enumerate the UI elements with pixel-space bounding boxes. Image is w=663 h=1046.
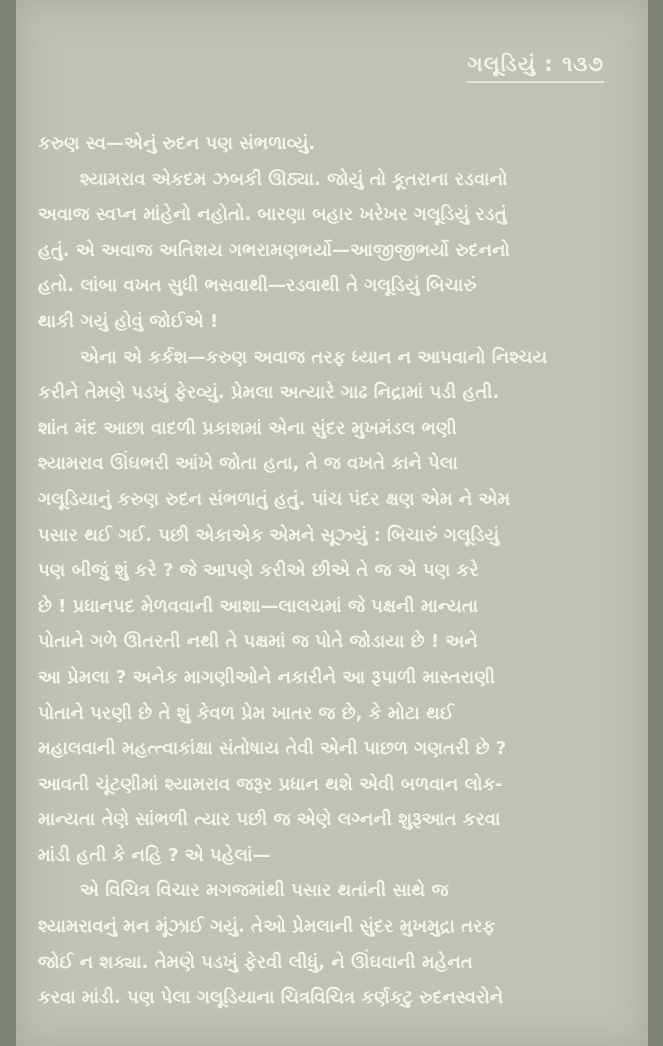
text-line: કરવા માંડી. પણ પેલા ગલૂડિયાના ચિત્રવિચિત્ર કર્ણકટુ રુદનસ્વરોને [38,987,504,1009]
text-line: કરીને તેમણે પડખું ફેરવ્યું. પ્રેમલા અત્યારે ગાઢ નિદ્રામાં પડી હતી. [38,382,500,404]
text-line: કરુણ સ્વ—એનું રુદન પણ સંભળાવ્યું. [38,133,316,154]
text-line: છે ! પ્રધાનપદ મેળવવાની આશા—લાલચમાં જે પક્ષની માન્યતા [38,595,479,617]
text-line: એ વિચિત્ર વિચાર મગજમાંથી પસાર થતાંની સાથે જ [80,880,449,902]
text-line: મહાલવાની મહત્ત્વાકાંક્ષા સંતોષાય તેવી એની પાછળ ગણતરી છે ? [38,738,507,760]
text-line: ગલૂડિયાનું કરુણ રુદન સંભળાતું હતું. પાંચ પંદર ક્ષણ એમ ને એમ [38,488,511,510]
text-line: આવતી ચૂંટણીમાં શ્યામરાવ જરૂર પ્રધાન થશે એવી બળવાન લોક- [38,773,503,795]
text-line: થાકી ગયું હોવું જોઈએ ! [38,310,219,332]
text-line: જોઈ ન શક્યા. તેમણે પડખું ફેરવી લીધું, ને ઊંઘવાની મહેનત [38,951,473,973]
book-page [16,0,648,1046]
text-line: અવાજ સ્વપ્ન માંહેનો નહોતો. બારણા બહાર ખરેખર ગલૂડિયું રડતું [38,204,507,226]
text-line: પોતાને પરણી છે તે શું કેવળ પ્રેમ ખાતર જ છે, કે મોટા થઈ [38,702,454,724]
header-underline [467,81,604,83]
text-line: શ્યામરાવનું મન મૂંઝાઈ ગયું. તેઓ પ્રેમલાની સુંદર મુખમુદ્રા તરફ [38,916,496,938]
text-line: પસાર થઈ ગઈ. પછી એકાએક એમને સૂઝ્યું : બિચારું ગલૂડિયું [38,524,500,546]
text-line: માંડી હતી કે નહિ ? એ પહેલાં— [38,844,271,866]
running-title: ગલૂડિયું : ૧૩૭ [467,52,604,76]
text-line: આ પ્રેમલા ? અનેક માગણીઓને નકારીને આ રૂપાળી માસ્તરાણી [38,666,496,688]
body-text [38,126,616,1016]
text-line: શ્યામરાવ એકદમ ઝબકી ઊઠ્યા. જોયું તો કૂતરાના રડવાનો [80,168,508,190]
text-line: હતો. લાંબા વખત સુધી ભસવાથી—રડવાથી તે ગલૂડિયું બિચારું [38,275,477,297]
text-line: પોતાને ગળે ઊતરતી નથી તે પક્ષમાં જ પોતે જોડાયા છે ! અને [38,631,478,653]
text-line: પણ બીજું શું કરે ? જે આપણે કરીએ છીએ તે જ એ પણ કરે [38,560,479,582]
text-line: માન્યતા તેણે સાંભળી ત્યાર પછી જ એણે લગ્નની શુરૂઆત કરવા [38,809,501,831]
text-line: શ્યામરાવ ઊંઘભરી આંખે જોતા હતા, તે જ વખતે કાને પેલા [38,453,458,475]
running-header [467,52,604,77]
text-line: હતું. એ અવાજ અતિશય ગભરામણભર્યો—આજીજીભર્યો રુદનનો [38,239,510,261]
text-line: શાંત મંદ આછા વાદળી પ્રકાશમાં એના સુંદર મુખમંડલ ભણી [38,417,457,439]
text-line: એના એ કર્કશ—કરુણ અવાજ તરફ ધ્યાન ન આપવાનો નિશ્ચય [80,346,548,368]
